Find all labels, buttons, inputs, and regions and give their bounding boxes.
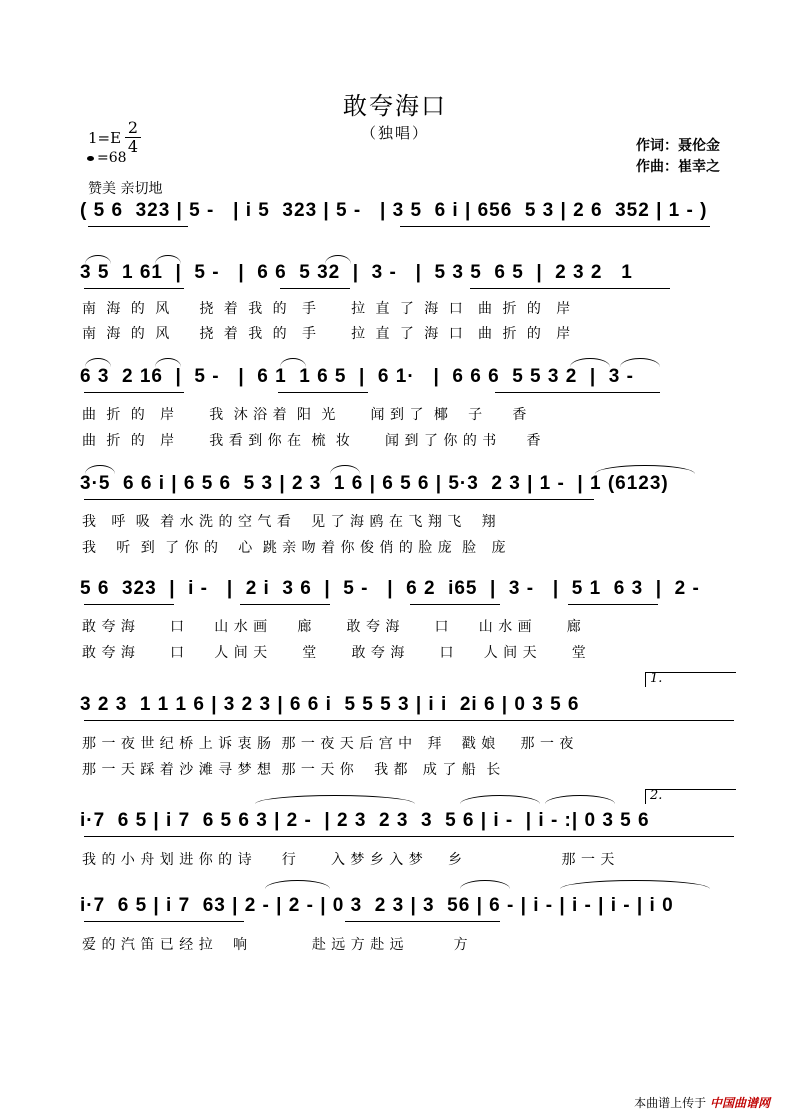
- system-2-lyrics-verse-2: 南 海 的 风 挠 着 我 的 手 拉 直 了 海 口 曲 折 的 岸: [82, 326, 571, 342]
- system-4-lyrics-verse-1: 我 呼 吸 着 水 洗 的 空 气 看 见 了 海 鸥 在 飞 翔 飞 翔: [82, 514, 497, 530]
- time-signature-bottom: 4: [127, 137, 139, 156]
- beam-underline: [84, 836, 734, 837]
- time-signature: [125, 120, 141, 155]
- beam-underline: [240, 604, 330, 605]
- beam-underline: [278, 392, 368, 393]
- slur: [460, 880, 510, 889]
- beam-underline: [84, 604, 174, 605]
- slur: [560, 880, 710, 889]
- system-6-lyrics-verse-1: 那 一 夜 世 纪 桥 上 诉 衷 肠 那 一 夜 天 后 宫 中 拜 戳 娘 那 一 夜: [82, 736, 574, 752]
- beam-underline: [84, 720, 734, 721]
- system-6-lyrics-verse-2: 那 一 天 踩 着 沙 滩 寻 梦 想 那 一 天 你 我 都 成 了 船 长: [82, 762, 501, 778]
- slur: [595, 465, 695, 474]
- tempo-marking: [87, 150, 127, 166]
- beam-underline: [568, 604, 658, 605]
- beam-underline: [84, 921, 244, 922]
- system-2-lyrics-verse-1: 南 海 的 风 挠 着 我 的 手 拉 直 了 海 口 曲 折 的 岸: [82, 301, 571, 317]
- system-5-notes: 5 6 323 | i - | 2 i 3 6 | 5 - | 6 2 i65 | 3 - | 5 1 6 3 | 2 -: [80, 578, 700, 599]
- slur: [280, 358, 306, 367]
- beam-underline: [345, 921, 500, 922]
- key-signature: 1=E: [88, 129, 122, 147]
- footer-upload-text: 本曲谱上传于: [634, 1096, 707, 1110]
- score-subtitle: （独唱）: [360, 124, 429, 142]
- tempo-value: =68: [97, 150, 127, 166]
- beam-underline: [280, 288, 350, 289]
- system-4-notes: 3·5 6 6 i | 6 5 6 5 3 | 2 3 1 6 | 6 5 6 | 5·3 2 3 | 1 - | 1 (6123): [80, 473, 669, 494]
- site-logo[interactable]: 中国曲谱网: [709, 1096, 770, 1110]
- system-4-lyrics-verse-2: 我 听 到 了 你 的 心 跳 亲 吻 着 你 俊 俏 的 脸 庞 脸 庞: [82, 540, 507, 556]
- score-title: 敢夸海口: [343, 92, 447, 120]
- beam-underline: [84, 392, 184, 393]
- footer-credit: [634, 1094, 770, 1111]
- system-1-notes: ( 5 6 323 | 5 - | i 5 323 | 5 - | 3 5 6 i | 656 5 3 | 2 6 352 | 1 - ): [80, 200, 708, 221]
- beam-underline: [88, 226, 188, 227]
- expression-marking: 赞美 亲切地: [88, 181, 163, 197]
- system-5-lyrics-verse-2: 敢 夸 海 口 人 间 天 堂 敢 夸 海 口 人 间 天 堂: [82, 645, 587, 661]
- system-8-lyrics: 爱 的 汽 笛 已 经 拉 响 赴 远 方 赴 远 方: [82, 937, 469, 953]
- slur: [570, 358, 610, 367]
- time-signature-top: 2: [127, 118, 139, 137]
- slur: [155, 255, 181, 264]
- system-8-notes: i·7 6 5 | i 7 63 | 2 - | 2 - | 0 3 2 3 | 3 56 | 6 - | i - | i - | i - | i 0: [80, 895, 674, 916]
- system-7-notes: i·7 6 5 | i 7 6 5 6 3 | 2 - | 2 3 2 3 3 5 6 | i - | i - :| 0 3 5 6: [80, 810, 650, 831]
- slur: [85, 465, 115, 474]
- volta-second-ending: 2.: [645, 789, 736, 804]
- beam-underline: [495, 392, 660, 393]
- slur: [330, 465, 360, 474]
- slur: [460, 795, 540, 804]
- system-6-notes: 3 2 3 1 1 1 6 | 3 2 3 | 6 6 i 5 5 5 3 | i i 2i 6 | 0 3 5 6: [80, 694, 580, 715]
- slur: [545, 795, 615, 804]
- slur: [255, 795, 415, 804]
- system-3-notes: 6 3 2 16 | 5 - | 6 1 1 6 5 | 6 1· | 6 6 6 5 5 3 2 | 3 -: [80, 366, 634, 387]
- beam-underline: [400, 226, 710, 227]
- system-7-lyrics: 我 的 小 舟 划 进 你 的 诗 行 入 梦 乡 入 梦 乡 那 一 天: [82, 852, 615, 868]
- quarter-note-icon: [87, 156, 94, 161]
- system-2-notes: 3 5 1 61 | 5 - | 6 6 5 32 | 3 - | 5 3 5 6 5 | 2 3 2 1: [80, 262, 633, 283]
- system-3-lyrics-verse-1: 曲 折 的 岸 我 沐 浴 着 阳 光 闻 到 了 椰 子 香: [82, 407, 527, 423]
- slur: [620, 358, 660, 367]
- beam-underline: [84, 499, 594, 500]
- lyricist-credit: 作词：聂伦金: [636, 138, 720, 154]
- beam-underline: [84, 288, 184, 289]
- composer-credit: 作曲：崔幸之: [636, 159, 720, 175]
- volta-first-ending: 1.: [645, 672, 736, 687]
- slur: [265, 880, 330, 889]
- system-3-lyrics-verse-2: 曲 折 的 岸 我 看 到 你 在 梳 妆 闻 到 了 你 的 书 香: [82, 433, 542, 449]
- beam-underline: [410, 604, 500, 605]
- system-5-lyrics-verse-1: 敢 夸 海 口 山 水 画 廊 敢 夸 海 口 山 水 画 廊: [82, 619, 582, 635]
- slur: [85, 358, 111, 367]
- slur: [325, 255, 351, 264]
- beam-underline: [470, 288, 670, 289]
- slur: [85, 255, 111, 264]
- slur: [155, 358, 181, 367]
